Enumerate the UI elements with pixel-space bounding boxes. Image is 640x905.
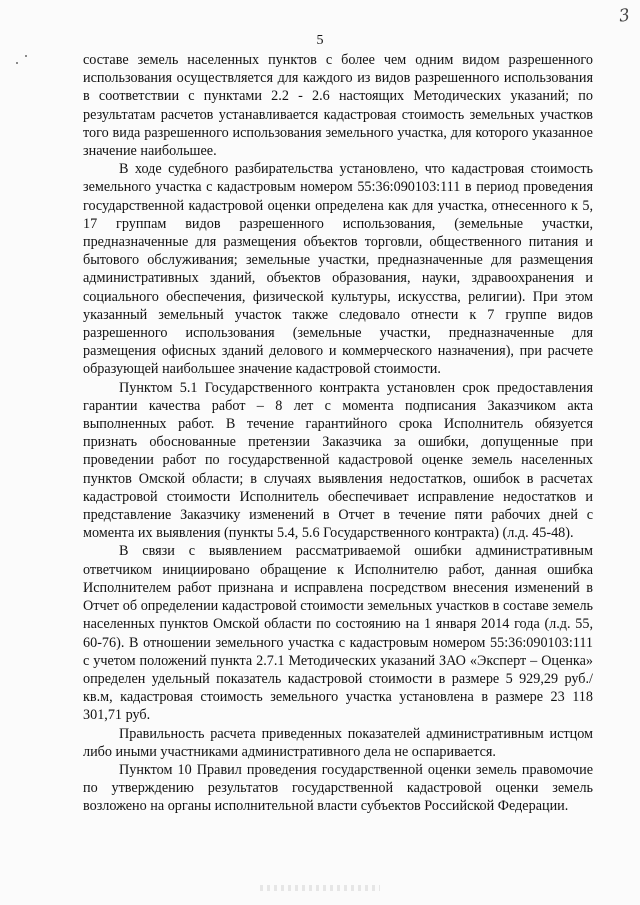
page-number: 5 xyxy=(316,33,324,48)
scan-artifact xyxy=(260,885,380,891)
paragraph-error-correction: В связи с выявлением рассматриваемой ошибки административным ответчиком инициировано обращение к Исполнителю работ, данная ошибка Исполнителем работ признана и исправлена посредством внесения изменений в Отчет об определении кадастровой стоимости земельных участков в составе земель населенных пунктов Омской области по состоянию на 1 января 2014 года (л.д. 55, 60-76). В отношении земельного участка с кадастровым номером 55:36:090103:111 с учетом положений пункта 2.7.1 Методических указаний ЗАО «Эксперт – Оценка» определен удельный показатель кадастровой стоимости в размере 5 929,29 руб./кв.м, кадастровая стоимость земельного участка установлена в размере 23 118 301,71 руб. xyxy=(83,543,593,724)
document-body xyxy=(83,51,593,816)
paragraph-continuation: составе земель населенных пунктов с более чем одним видом разрешенного использования осуществляется для каждого из видов разрешенного использования в соответствии с пунктами 2.2 - 2.6 настоящих Методических указаний; по результатам расчетов устанавливается кадастровая стоимость земельных участков того вида разрешенного использования земельного участка, для которого указанное значение наибольшее. xyxy=(83,52,593,160)
paragraph-court-finding: В ходе судебного разбирательства установлено, что кадастровая стоимость земельного участка с кадастровым номером 55:36:090103:111 в период проведения государственной кадастровой оценки определена как для участка, отнесенного к 5, 17 группам видов разрешенного использования, (земельные участки, предназначенные для размещения объектов торговли, общественного питания и бытового обслуживания; земельные участки, предназначенные для размещения административных зданий, объектов образования, науки, здравоохранения и социального обеспечения, физической культуры, искусства, религии). При этом указанный земельный участок также следовало отнести к 7 группе видов разрешенного использования (земельные участки, предназначенные для размещения офисных зданий делового и коммерческого назначения), при расчете образующей наибольшее значение кадастровой стоимости. xyxy=(83,161,593,378)
paragraph-contract-warranty: Пунктом 5.1 Государственного контракта установлен срок предоставления гарантии качества работ – 8 лет с момента подписания Заказчиком акта выполненных работ. В течение гарантийного срока Исполнитель обязуется признать обоснованные претензии Заказчика за ошибки, допущенные при проведении работ по государственной кадастровой оценке земель населенных пунктов Омской области; в случаях выявления недостатков, ошибок в расчетах кадастровой стоимости Исполнитель обеспечивает исправление недостатков и представление Заказчику изменений в Отчет в течение пяти рабочих дней с момента их выявления (пункты 5.4, 5.6 Государственного контракта) (л.д. 45-48). xyxy=(83,379,593,542)
paragraph-calculation-undisputed: Правильность расчета приведенных показателей административным истцом либо иными участниками административного дела не оспаривается. xyxy=(83,725,593,760)
scan-speck xyxy=(25,55,27,57)
paragraph-rules-authority: Пунктом 10 Правил проведения государственной оценки земель правомочие по утверждению результатов государственной кадастровой оценки земель возложено на органы исполнительной власти субъектов Российской Федерации. xyxy=(83,761,593,815)
handwritten-page-mark: 3 xyxy=(617,5,632,27)
scan-speck xyxy=(16,62,18,64)
